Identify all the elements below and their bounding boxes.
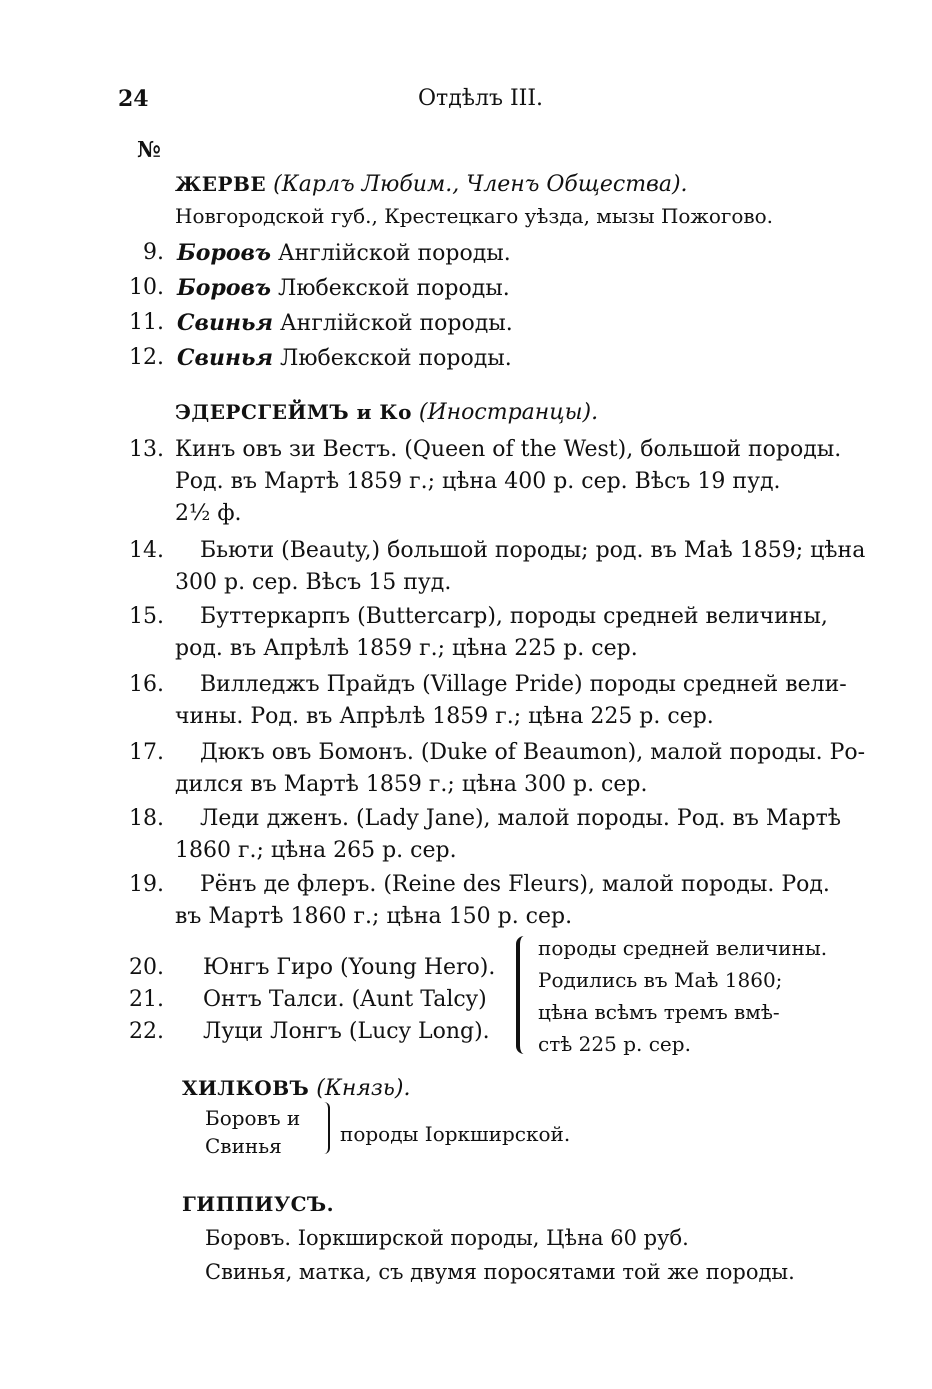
page: 24 Отдѣлъ III. № ЖЕРВЕ (Карлъ Любим., Членъ Общества). Новгородской губ., Крестецкаго уѣзда, мызы Пожогово. 9. Боровъ Англійской породы. 10. Боровъ Любекской породы. 11. Свинья Англійской породы. 12. Свинья Любекской породы. ЭДЕРСГЕЙМЪ и Ко (Иностранцы). 13. Кинъ овъ зи Вестъ. (Queen of the West), большой породы. Род. въ Мартѣ 1859 г.; цѣна 400 р. сер. Вѣсъ 19 пуд. 2½ ф. 14. Бьюти (Beauty,) большой породы; род. въ Маѣ 1859; цѣна 300 р. сер. Вѣсъ 15 пуд. 15. Буттеркарпъ (Buttercarp), породы средней величины, род. въ Апрѣлѣ 1859 г.; цѣна 225 р. сер. 16. Вилледжъ Прайдъ (Village Pride) породы средней вели- чины. Род. въ Апрѣлѣ 1859 г.; цѣна 225 р. сер. 17. Дюкъ овъ Бомонъ. (Duke of Beaumon), малой породы. Ро- дился въ Мартѣ 1859 г.; цѣна 300 р. сер. 18. Леди дженъ. (Lady Jane), малой породы. Род. въ Мартѣ 1860 г.; цѣна 265 р. сер. 19. Рёнъ де флеръ. (Reine des Fleurs), малой породы. Род. въ Мартѣ 1860 г.; цѣна 150 р. сер. 20. Юнгъ Гиро (Young Hero). 21. Онтъ Талси. (Aunt Talcy) 22. Луци Лонгъ (Lucy Long). породы средней величины. Родились въ Маѣ 1860; цѣна всѣмъ тремъ вмѣ- стѣ 225 р. сер. ХИЛКОВЪ (Князь). Боровъ и Свинья породы Іоркширской. ГИППИУСЪ. Боровъ. Іоркширской породы, Цѣна 60 руб. Свинья, матка, съ двумя поросятами той же породы. (118, 86, 866, 1284)
list-item: Свинья (205, 1134, 282, 1158)
list-item: Свинья, матка, съ двумя поросятами той же породы. (205, 1260, 795, 1284)
list-item: Боровъ. Іоркширской породы, Цѣна 60 руб. (205, 1226, 689, 1250)
section-heading-gippius: ГИППИУСЪ. (182, 1192, 335, 1216)
page-number: 24 (118, 86, 149, 112)
list-item: Боровъ и (205, 1106, 301, 1130)
section-heading-edersgeim: ЭДЕРСГЕЙМЪ и Ко (Иностранцы). (175, 400, 599, 425)
exhibitor-description: (Карлъ Любим., Членъ Общества). (273, 172, 688, 197)
number-sign: № (137, 137, 161, 163)
brace-icon (516, 936, 534, 1054)
exhibitor-location: Новгородской губ., Крестецкаго уѣзда, мызы Пожогово. (175, 204, 774, 228)
group-note: породы Іоркширской. (340, 1122, 571, 1146)
exhibitor-name: ЖЕРВЕ (175, 172, 267, 196)
brace-icon (318, 1102, 330, 1154)
section-heading-zherbe (175, 172, 688, 197)
page-title: Отдѣлъ III. (418, 86, 544, 111)
section-heading-khilkov: ХИЛКОВЪ (Князь). (182, 1076, 411, 1101)
